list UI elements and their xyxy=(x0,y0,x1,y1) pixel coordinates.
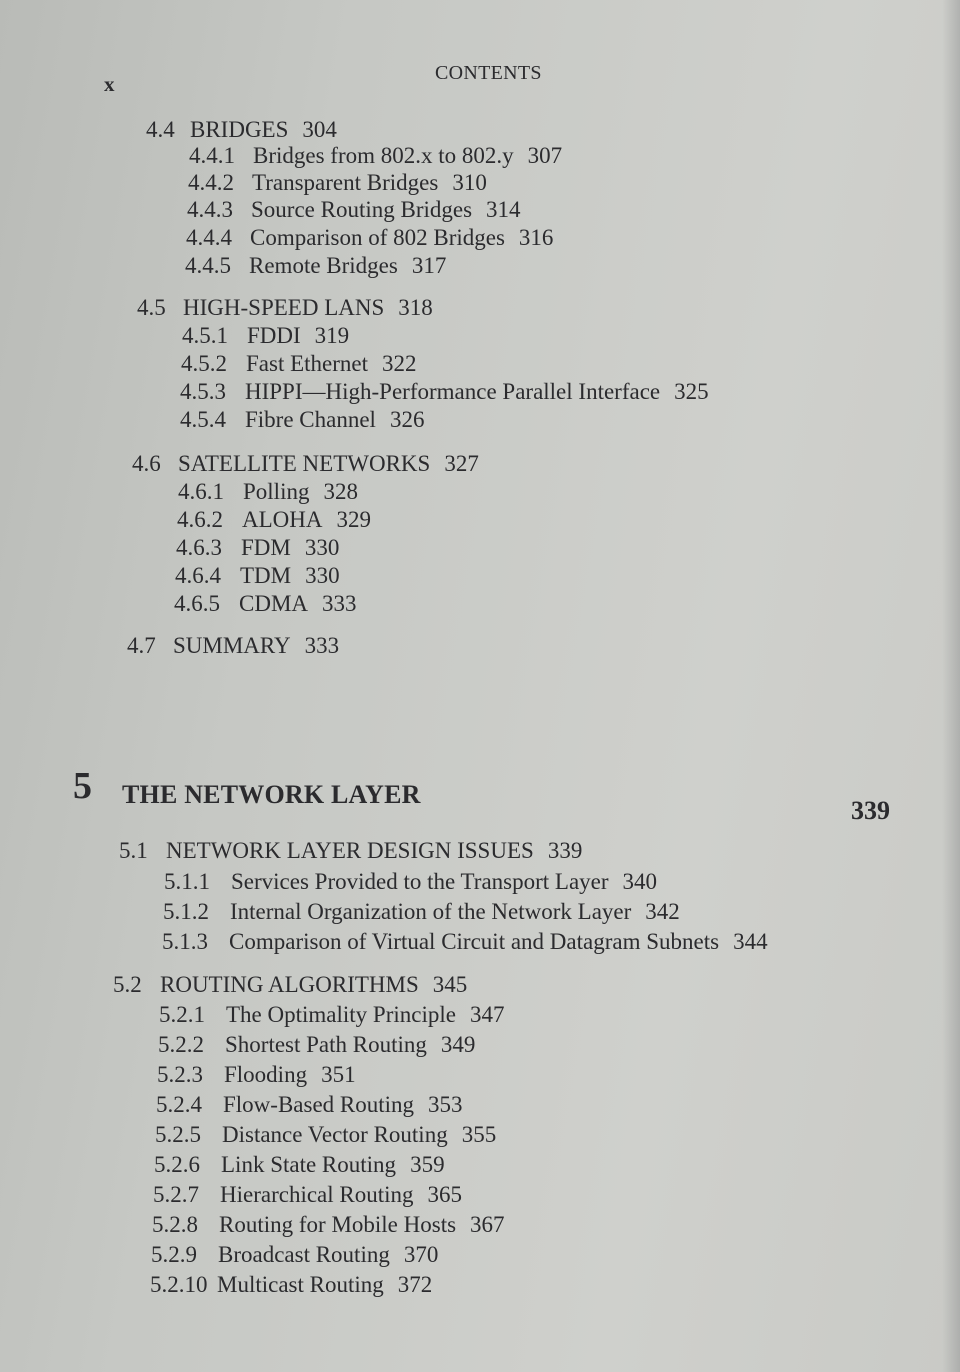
toc-subsection xyxy=(174,591,357,617)
toc-page-number: 342 xyxy=(645,899,680,924)
toc-section-title: HIGH-SPEED LANS xyxy=(183,295,385,320)
toc-subsection-number: 5.2.2 xyxy=(158,1032,204,1057)
toc-subsection-number: 5.2.8 xyxy=(152,1212,198,1237)
toc-subsection xyxy=(153,1182,462,1208)
toc-subsection-title: Transparent Bridges xyxy=(252,170,439,195)
running-head: CONTENTS xyxy=(435,62,542,84)
toc-page-number: 372 xyxy=(397,1272,433,1297)
toc-page-number: 349 xyxy=(440,1032,476,1057)
toc-subsection xyxy=(162,929,768,955)
toc-subsection xyxy=(175,563,340,589)
toc-section-number: 5.2 xyxy=(113,972,142,997)
toc-section-4-4 xyxy=(146,117,337,143)
toc-page-number: 330 xyxy=(305,563,340,588)
toc-subsection-title: TDM xyxy=(240,563,292,588)
toc-subsection xyxy=(154,1152,445,1178)
toc-subsection xyxy=(177,507,371,533)
page-number: x xyxy=(104,72,115,96)
toc-page-number: 318 xyxy=(398,295,433,320)
toc-subsection xyxy=(178,479,358,505)
toc-section-title: ROUTING ALGORITHMS xyxy=(160,972,419,997)
toc-subsection-title: Broadcast Routing xyxy=(218,1242,390,1267)
toc-page-number: 326 xyxy=(389,407,425,432)
toc-subsection-title: Fast Ethernet xyxy=(246,351,368,376)
toc-section-title: SATELLITE NETWORKS xyxy=(178,451,431,476)
toc-subsection-title: Comparison of 802 Bridges xyxy=(250,225,505,250)
toc-page-number: 333 xyxy=(322,591,357,616)
toc-subsection-title: CDMA xyxy=(239,591,309,616)
toc-subsection-title: FDDI xyxy=(247,323,301,348)
toc-subsection-number: 5.2.10 xyxy=(150,1272,208,1297)
toc-subsection xyxy=(180,379,709,405)
toc-section-4-7 xyxy=(127,633,339,659)
toc-page-number: 325 xyxy=(674,379,709,404)
toc-page-number: 333 xyxy=(304,633,340,658)
chapter-page-number: 339 xyxy=(851,796,890,825)
toc-subsection-number: 5.1.2 xyxy=(163,899,209,924)
toc-page-number: 330 xyxy=(304,535,340,560)
toc-subsection xyxy=(186,225,553,251)
toc-subsection-number: 4.6.4 xyxy=(175,563,221,588)
toc-page-number: 319 xyxy=(314,323,350,348)
toc-subsection-title: Distance Vector Routing xyxy=(222,1122,448,1147)
toc-subsection-number: 4.4.3 xyxy=(187,197,233,222)
toc-subsection-title: Services Provided to the Transport Layer xyxy=(231,869,609,894)
toc-section-4-5 xyxy=(137,295,433,321)
toc-subsection-title: ALOHA xyxy=(242,507,323,532)
toc-subsection-number: 4.4.2 xyxy=(188,170,234,195)
toc-subsection-title: Multicast Routing xyxy=(217,1272,384,1297)
toc-subsection-number: 5.2.1 xyxy=(159,1002,205,1027)
toc-subsection-number: 5.2.9 xyxy=(151,1242,197,1267)
toc-subsection xyxy=(156,1092,463,1118)
toc-subsection-title: Hierarchical Routing xyxy=(220,1182,414,1207)
toc-subsection-title: Polling xyxy=(243,479,310,504)
toc-page-number: 329 xyxy=(336,507,371,532)
toc-subsection-title: Routing for Mobile Hosts xyxy=(219,1212,457,1237)
toc-page-number: 327 xyxy=(444,451,479,476)
toc-page-number: 317 xyxy=(411,253,447,278)
toc-page-number: 340 xyxy=(622,869,658,894)
toc-subsection-number: 5.2.3 xyxy=(157,1062,203,1087)
toc-page-number: 304 xyxy=(302,117,337,142)
toc-subsection-title: Comparison of Virtual Circuit and Datagram Subnets xyxy=(229,929,720,954)
toc-page-number: 316 xyxy=(518,225,554,250)
toc-subsection-number: 4.5.3 xyxy=(180,379,226,404)
toc-section-4-6 xyxy=(132,451,479,477)
toc-subsection xyxy=(187,197,521,223)
toc-page-number: 365 xyxy=(427,1182,463,1207)
toc-subsection-number: 4.4.4 xyxy=(186,225,232,250)
toc-subsection xyxy=(189,143,562,169)
toc-subsection-title: HIPPI—High-Performance Parallel Interface xyxy=(245,379,661,404)
toc-subsection xyxy=(152,1212,505,1238)
toc-page-number: 307 xyxy=(527,143,563,168)
toc-subsection-number: 4.5.1 xyxy=(182,323,228,348)
toc-subsection xyxy=(182,323,349,349)
toc-subsection-title: Flooding xyxy=(224,1062,308,1087)
toc-subsection-title: Source Routing Bridges xyxy=(251,197,473,222)
toc-subsection-title: The Optimality Principle xyxy=(226,1002,456,1027)
toc-subsection xyxy=(151,1242,438,1268)
toc-subsection xyxy=(157,1062,356,1088)
toc-section-title: SUMMARY xyxy=(173,633,291,658)
toc-page-number: 314 xyxy=(486,197,521,222)
toc-subsection-number: 4.4.5 xyxy=(185,253,231,278)
toc-page-number: 347 xyxy=(469,1002,505,1027)
toc-page-number: 351 xyxy=(321,1062,356,1087)
toc-page-number: 370 xyxy=(403,1242,439,1267)
toc-subsection xyxy=(155,1122,496,1148)
toc-page-number: 355 xyxy=(461,1122,497,1147)
toc-subsection-number: 5.2.6 xyxy=(154,1152,200,1177)
toc-subsection-title: Internal Organization of the Network Layer xyxy=(230,899,632,924)
toc-page-number: 359 xyxy=(410,1152,445,1177)
toc-section-number: 4.5 xyxy=(137,295,166,320)
toc-subsection-title: Flow-Based Routing xyxy=(223,1092,415,1117)
toc-subsection xyxy=(176,535,339,561)
toc-subsection-number: 4.5.4 xyxy=(180,407,226,432)
toc-section-title: BRIDGES xyxy=(190,117,289,142)
toc-page-number: 353 xyxy=(428,1092,463,1117)
toc-subsection-number: 5.1.3 xyxy=(162,929,208,954)
toc-subsection-title: Link State Routing xyxy=(221,1152,397,1177)
toc-subsection xyxy=(164,869,657,895)
toc-section-number: 5.1 xyxy=(119,838,148,863)
toc-section-number: 4.4 xyxy=(146,117,175,142)
toc-subsection-title: Fibre Channel xyxy=(245,407,376,432)
toc-subsection-number: 4.6.5 xyxy=(174,591,220,616)
toc-page-number: 328 xyxy=(323,479,358,504)
toc-section-number: 4.6 xyxy=(132,451,161,476)
toc-subsection-title: FDM xyxy=(241,535,291,560)
toc-page-number: 344 xyxy=(733,929,768,954)
toc-subsection-number: 4.6.3 xyxy=(176,535,222,560)
toc-subsection-number: 5.2.7 xyxy=(153,1182,199,1207)
toc-subsection-number: 4.6.2 xyxy=(177,507,223,532)
toc-section-number: 4.7 xyxy=(127,633,156,658)
toc-subsection xyxy=(159,1002,504,1028)
toc-subsection-number: 5.2.5 xyxy=(155,1122,201,1147)
page-edge-shadow xyxy=(942,0,960,1372)
toc-subsection xyxy=(188,170,487,196)
toc-subsection-title: Remote Bridges xyxy=(249,253,398,278)
toc-subsection xyxy=(158,1032,475,1058)
toc-page-number: 339 xyxy=(547,838,583,863)
toc-subsection xyxy=(180,407,424,433)
toc-subsection-number: 5.2.4 xyxy=(156,1092,202,1117)
toc-subsection-number: 5.1.1 xyxy=(164,869,210,894)
toc-subsection-title: Shortest Path Routing xyxy=(225,1032,427,1057)
toc-subsection-number: 4.5.2 xyxy=(181,351,227,376)
toc-page-number: 345 xyxy=(432,972,468,997)
toc-page-number: 367 xyxy=(470,1212,505,1237)
toc-subsection xyxy=(181,351,417,377)
chapter-title: THE NETWORK LAYER xyxy=(122,780,421,809)
toc-subsection xyxy=(185,253,446,279)
chapter-number: 5 xyxy=(73,765,92,807)
toc-section-title: NETWORK LAYER DESIGN ISSUES xyxy=(166,838,534,863)
toc-subsection-number: 4.4.1 xyxy=(189,143,235,168)
toc-page-number: 322 xyxy=(382,351,417,376)
toc-section-5-2 xyxy=(113,972,467,998)
toc-subsection xyxy=(163,899,680,925)
toc-subsection-number: 4.6.1 xyxy=(178,479,224,504)
toc-subsection xyxy=(150,1272,432,1298)
toc-section-5-1 xyxy=(119,838,582,864)
toc-subsection-title: Bridges from 802.x to 802.y xyxy=(253,143,514,168)
toc-page-number: 310 xyxy=(452,170,487,195)
